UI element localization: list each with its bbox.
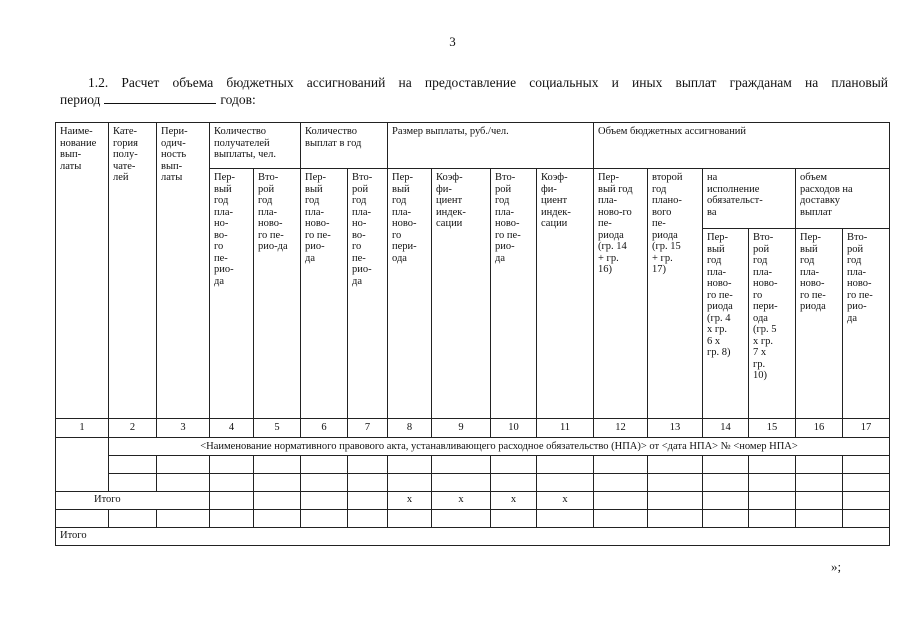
table-cell [348, 455, 388, 473]
column-number: 16 [796, 419, 843, 438]
table-cell [301, 473, 348, 491]
header-col-5: Вто- рой год пла- ново- го пе- рио-да [254, 169, 301, 419]
table-cell [703, 491, 749, 509]
column-number: 14 [703, 419, 749, 438]
header-payment-size: Размер выплаты, руб./чел. [388, 123, 594, 169]
table-cell [56, 509, 109, 527]
x-mark: х [432, 491, 491, 509]
table-cell [843, 473, 890, 491]
table-cell [388, 509, 432, 527]
x-mark: х [491, 491, 537, 509]
table-cell [796, 509, 843, 527]
table-cell [348, 473, 388, 491]
table-cell [491, 455, 537, 473]
table-cell [254, 491, 301, 509]
header-col-8: Пер- вый год пла- ново- го пери- ода [388, 169, 432, 419]
table-cell [432, 455, 491, 473]
table-cell [843, 455, 890, 473]
header-payment-frequency: Пери- одич- ность вып- латы [157, 123, 210, 419]
column-number: 13 [648, 419, 703, 438]
table-cell [648, 491, 703, 509]
table-cell [210, 473, 254, 491]
header-obligations: на исполнение обязательст- ва [703, 169, 796, 229]
table-cell [210, 455, 254, 473]
table-cell [157, 473, 210, 491]
column-number: 1 [56, 419, 109, 438]
table-cell [843, 509, 890, 527]
header-col-14: Пер- вый год пла- ново- го пе- риода (гр. 4 х гр. 6 х гр. 8) [703, 229, 749, 419]
table-cell [594, 455, 648, 473]
table-cell [432, 509, 491, 527]
header-col-13: второй год плано- вого пе- риода (гр. 15 + гр. 17) [648, 169, 703, 419]
table-cell [703, 455, 749, 473]
heading-line-1: 1.2. Расчет объема бюджетных ассигнований на предоставление социальных и иных выплат гражданам на плановый [88, 75, 888, 90]
header-payment-name: Наиме- нование вып- латы [56, 123, 109, 419]
table-cell [491, 473, 537, 491]
header-delivery-costs: объем расходов на доставку выплат [796, 169, 890, 229]
table-cell [703, 509, 749, 527]
heading-period-label: период [60, 92, 101, 107]
header-recipient-category: Кате- гория полу- чате- лей [109, 123, 157, 419]
npa-title-cell: <Наименование нормативного правового акта, устанавливающего расходное обязательство (НПА)> от <дата НПА> № <номер НПА> [109, 438, 890, 456]
table-row [56, 455, 890, 473]
table-cell [648, 473, 703, 491]
table-row [56, 509, 890, 527]
column-number: 4 [210, 419, 254, 438]
period-blank-field [104, 91, 216, 104]
header-col-6: Пер- вый год пла- ново- го пе- рио- да [301, 169, 348, 419]
table-cell [210, 509, 254, 527]
header-col-11: Коэф- фи- циент индек- сации [537, 169, 594, 419]
table-cell [537, 473, 594, 491]
npa-row [56, 438, 890, 456]
header-col-12: Пер- вый год пла- ново-го пе- риода (гр. 14 + гр. 16) [594, 169, 648, 419]
table-cell [491, 509, 537, 527]
budget-table [55, 122, 890, 546]
header-col-4: Пер- вый год пла- но- во- го пе- рио- да [210, 169, 254, 419]
table-cell [648, 509, 703, 527]
header-recipients-count: Количество получателей выплаты, чел. [210, 123, 301, 169]
column-number: 8 [388, 419, 432, 438]
table-cell [537, 455, 594, 473]
column-number: 2 [109, 419, 157, 438]
header-payments-per-year: Количество выплат в год [301, 123, 388, 169]
column-number: 5 [254, 419, 301, 438]
table-cell [749, 509, 796, 527]
table-cell [157, 455, 210, 473]
table-cell [594, 509, 648, 527]
heading-years-label: годов: [220, 92, 256, 107]
table-cell [648, 455, 703, 473]
column-number: 7 [348, 419, 388, 438]
table-cell [594, 473, 648, 491]
total-label: Итого [56, 527, 890, 545]
table-cell [109, 473, 157, 491]
column-number: 3 [157, 419, 210, 438]
table-row [56, 473, 890, 491]
table-cell [537, 509, 594, 527]
table-cell [388, 473, 432, 491]
total-row [56, 527, 890, 545]
table-cell [843, 491, 890, 509]
table-cell [210, 491, 254, 509]
table-cell [254, 473, 301, 491]
column-number: 11 [537, 419, 594, 438]
header-col-9: Коэф- фи- циент индек- сации [432, 169, 491, 419]
table-cell [749, 473, 796, 491]
table-cell [749, 455, 796, 473]
table-cell [348, 491, 388, 509]
header-col-15: Вто- рой год пла- ново- го пери- ода (гр. 5 х гр. 7 х гр. 10) [749, 229, 796, 419]
table-cell [301, 491, 348, 509]
table-cell [796, 473, 843, 491]
closing-quote: »; [831, 559, 842, 574]
header-col-17: Вто- рой год пла- ново- го пе- рио- да [843, 229, 890, 419]
header-col-10: Вто- рой год пла- ново- го пе- рио- да [491, 169, 537, 419]
table-cell [348, 509, 388, 527]
column-number: 10 [491, 419, 537, 438]
table-cell [109, 509, 157, 527]
table-cell [301, 455, 348, 473]
table-cell [749, 491, 796, 509]
table-cell [301, 509, 348, 527]
x-mark: х [537, 491, 594, 509]
x-mark: х [388, 491, 432, 509]
table-cell [432, 473, 491, 491]
column-numbers-row [56, 419, 890, 438]
table-cell [388, 455, 432, 473]
section-heading [60, 74, 888, 108]
column-number: 17 [843, 419, 890, 438]
table-cell [796, 455, 843, 473]
column-number: 12 [594, 419, 648, 438]
table-cell [109, 455, 157, 473]
table-cell [56, 438, 109, 492]
table-cell [254, 455, 301, 473]
subtotal-label: Итого [56, 491, 210, 509]
subtotal-row [56, 491, 890, 509]
table-cell [254, 509, 301, 527]
column-number: 9 [432, 419, 491, 438]
table-cell [703, 473, 749, 491]
header-budget-volume: Объем бюджетных ассигнований [594, 123, 890, 169]
header-col-16: Пер- вый год пла- ново- го пе- риода [796, 229, 843, 419]
table-cell [796, 491, 843, 509]
page-number: 3 [449, 34, 456, 49]
table-cell [157, 509, 210, 527]
column-number: 15 [749, 419, 796, 438]
header-col-7: Вто- рой год пла- но- во- го пе- рио- да [348, 169, 388, 419]
table-cell [594, 491, 648, 509]
column-number: 6 [301, 419, 348, 438]
